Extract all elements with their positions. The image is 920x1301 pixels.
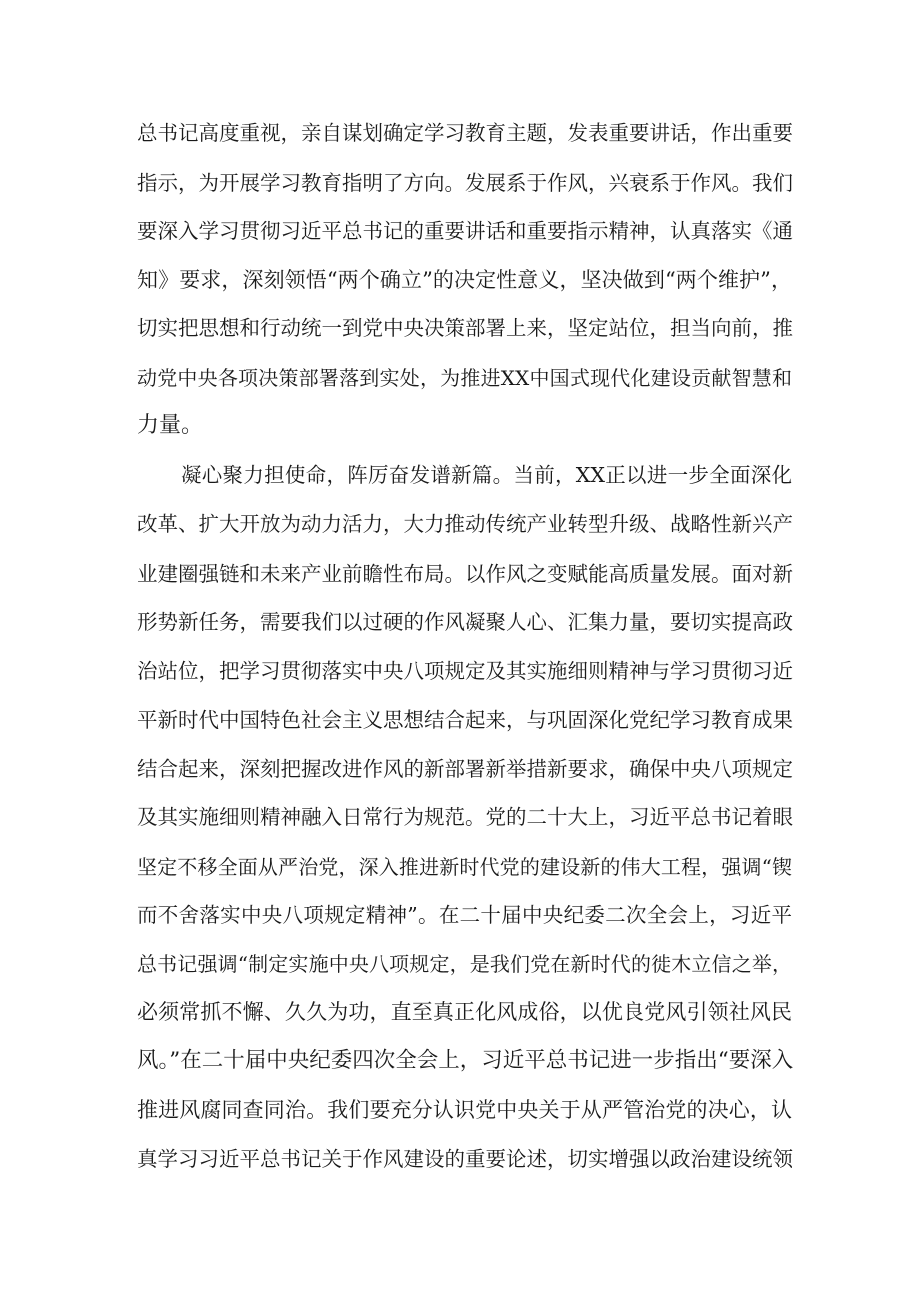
body-text-line: 总书记高度重视，亲自谋划确定学习教育主题，发表重要讲话，作出重要 [137, 121, 793, 145]
body-text-line: 平新时代中国特色社会主义思想结合起来，与巩固深化党纪学习教育成果 [137, 708, 793, 732]
body-text-line: 而不舍落实中央八项规定精神”。在二十届中央纪委二次全会上，习近平 [137, 903, 792, 927]
body-text-line: 业建圈强链和未来产业前瞻性布局。以作风之变赋能高质量发展。面对新 [137, 562, 793, 586]
body-text-line: 结合起来，深刻把握改进作风的新部署新举措新要求，确保中央八项规定 [137, 757, 793, 781]
body-text-line: 推进风腐同查同治。我们要充分认识党中央关于从严管治党的决心，认 [137, 1098, 792, 1122]
body-text-line: 力量。 [137, 413, 204, 438]
paragraph-first-line: 凝心聚力担使命，阵厉奋发谱新篇。当前，XX正以进一步全面深化 [181, 463, 792, 487]
body-text-line: 动党中央各项决策部署落到实处，为推进XX中国式现代化建设贡献智慧和 [137, 366, 792, 390]
body-text-line: 治站位，把学习贯彻落实中央八项规定及其实施细则精神与学习贯彻习近 [137, 659, 793, 683]
body-text-line: 风。”在二十届中央纪委四次全会上，习近平总书记进一步指出“要深入 [137, 1048, 794, 1073]
body-text-line: 真学习习近平总书记关于作风建设的重要论述，切实增强以政治建设统领 [137, 1147, 793, 1171]
body-text-line: 及其实施细则精神融入日常行为规范。党的二十大上，习近平总书记着眼 [137, 805, 793, 829]
body-text-line: 要深入学习贯彻习近平总书记的重要讲话和重要指示精神，认真落实《通 [137, 219, 793, 243]
body-text-line: 切实把思想和行动统一到党中央决策部署上来，坚定站位，担当向前，推 [137, 316, 793, 340]
body-text-line: 坚定不移全面从严治党，深入推进新时代党的建设新的伟大工程，强调“锲 [137, 855, 792, 879]
body-text-line: 知》要求，深刻领悟“两个确立”的决定性意义，坚决做到“两个维护”， [137, 268, 792, 292]
body-text-line: 必须常抓不懈、久久为功，直至真正化风成俗，以优良党风引领社风民 [137, 1000, 792, 1024]
body-text-line: 改革、扩大开放为动力活力，大力推动传统产业转型升级、战略性新兴产 [137, 512, 793, 536]
body-text-line: 指示，为开展学习教育指明了方向。发展系于作风，兴衰系于作风。我们 [137, 171, 793, 195]
body-text-line: 形势新任务，需要我们以过硬的作风凝聚人心、汇集力量，要切实提高政 [137, 610, 793, 634]
body-text-line: 总书记强调“制定实施中央八项规定，是我们党在新时代的徙木立信之举， [137, 952, 792, 976]
